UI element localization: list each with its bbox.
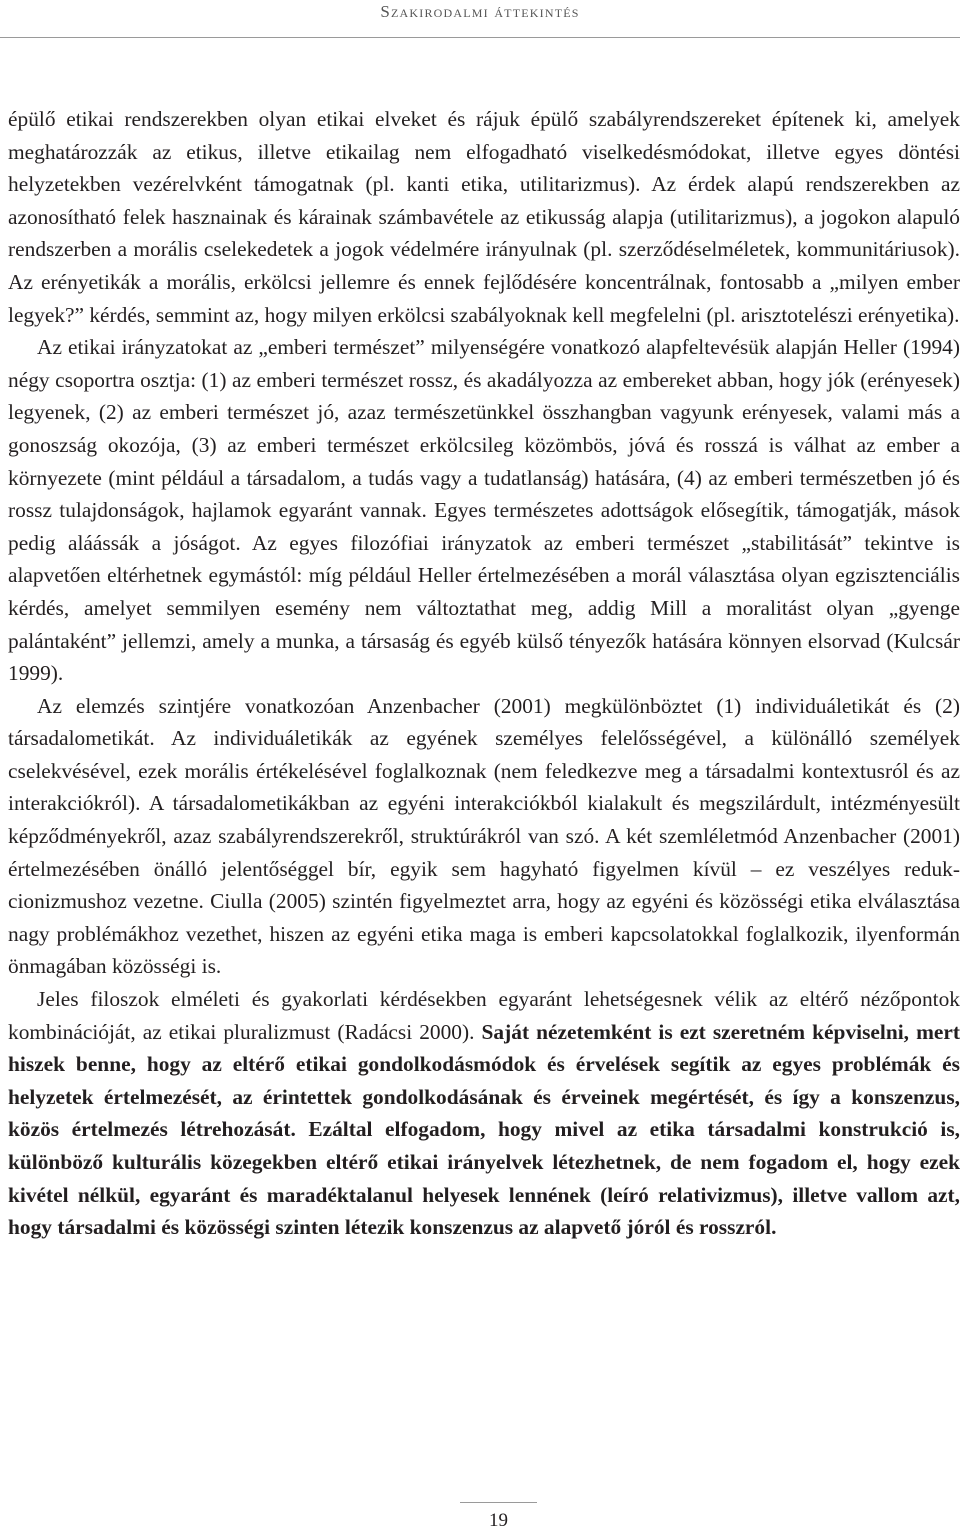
footer-rule [460,1502,537,1503]
paragraph-4-bold: Saját nézetemként is ezt szeretném képviselni, mert hiszek benne, hogy az eltérő etikai gondolkodásmódok és érvelések segítik az egyes problémák és helyzetek értelmezését, az érintettek gondolkodásának és érveinek megértését, és így a konszenzus, közös értelmezés létrehozását. Ezáltal elfogadom, hogy mivel az etika társadalmi konstrukció is, különböző kulturális közegekben eltérő etikai irányelvek létezhetnek, de nem fogadom el, hogy ezek kivétel nélkül, egyaránt és maradéktalanul helyesek lennének (leíró relativizmus), illetve vallom azt, hogy társadalmi és közösségi szinten létezik konszenzus az alapvető jóról és rosszról. [8,1019,960,1240]
page-number: 19 [489,1510,508,1531]
paragraph-1: épülő etikai rendszerekben olyan etikai elveket és rájuk épülő szabályrendszereket építenek ki, amelyek meghatározzák az etikus, illetve etikailag nem elfogadható viselkedésmódokat, illetve egyes döntési helyzetekben vezérelvként támogatnak (pl. kanti etika, utilitarizmus). Az érdek alapú rendszerekben az azonosítható felek hasznainak és kárainak számbavétele az etikusság alapja (utilitarizmus), a jogokon alapuló rendszerben a morális cselekedetek a jogok védelmére irányulnak (pl. szerződéselméletek, kommunitáriusok). Az erényetikák a morális, erkölcsi jellemre és ennek fejlődésére koncentrálnak, fontosabb a „milyen ember legyek?” kérdés, semmint az, hogy milyen erkölcsi szabályoknak kell megfelelni (pl. arisztotelészi erényetika). [8,107,960,327]
header-rule [0,37,960,38]
paragraph-4-plain: Jeles filoszok elméleti és gyakorlati kérdésekben egyaránt lehetségesnek vélik az eltérő nézőpontok kombinációját, az etikai pluralizmust (Radácsi 2000). [8,987,960,1044]
paragraph-3: Az elemzés szintjére vonatkozóan Anzenbacher (2001) megkülönböztet (1) individuáletikát és (2) társadalometikát. Az individuáletikák az egyének személyes felelősségével, a különálló személyek cselekvésével, ezek morális értékelésével foglalkoznak (nem feledkezve meg a társadalmi kontextusról és az interakciókról). A társadalometikákban az egyéni interakciókból kialakult és megszilárdult, intézményesült képződményekről, azaz szabályrendszerekről, struktúrákról van szó. A két szemléletmód Anzenbacher (2001) értelmezésében önálló jelentőséggel bír, egyik sem hagyható figyelmen kívül – ez veszélyes redukcionizmushoz vezetne. Ciulla (2005) szintén figyelmeztet arra, hogy az egyéni és közösségi etika elválasztása nagy problémákhoz vezethet, hiszen az egyéni etika maga is emberi kapcsolatokkal foglalkozik, ilyenformán önmagában közösségi is. [8,693,960,979]
paragraph-4 [8,983,960,1244]
running-header: Szakirodalmi áttekintés [380,2,580,21]
body-text [8,103,960,1244]
paragraph-2: Az etikai irányzatokat az „emberi természet” milyenségére vonatkozó alapfeltevésük alapján Heller (1994) négy csoportra osztja: (1) az emberi természet rossz, és akadályozza az embereket abban, hogy jók (erényesek) legyenek, (2) az emberi természet jó, azaz természetünkkel összhangban vagyunk erényesek, valami más a gonoszság okozója, (3) az emberi természet erkölcsileg közömbös, jóvá és rosszá is válhat az ember a környezete (mint például a társadalom, a tudás vagy a tudatlanság) hatására, (4) az emberi természetben jó és rossz tulajdonságok, hajlamok egyaránt vannak. Egyes természetes adottságok elősegítik, támogatják, mások pedig aláássák a jóságot. Az egyes filozófiai irányzatok az emberi természet „stabilitását” tekintve is alapvetően eltérhetnek egymástól: míg például Heller értelmezésében a morál választása olyan egzisztenciális kérdés, amelyet semmilyen esemény nem változtathat meg, addig Mill a moralitást olyan „gyenge palántaként” jellemzi, amely a munka, a társaság és egyéb külső tényezők hatására könnyen elsorvad (Kulcsár 1999). [8,335,960,686]
